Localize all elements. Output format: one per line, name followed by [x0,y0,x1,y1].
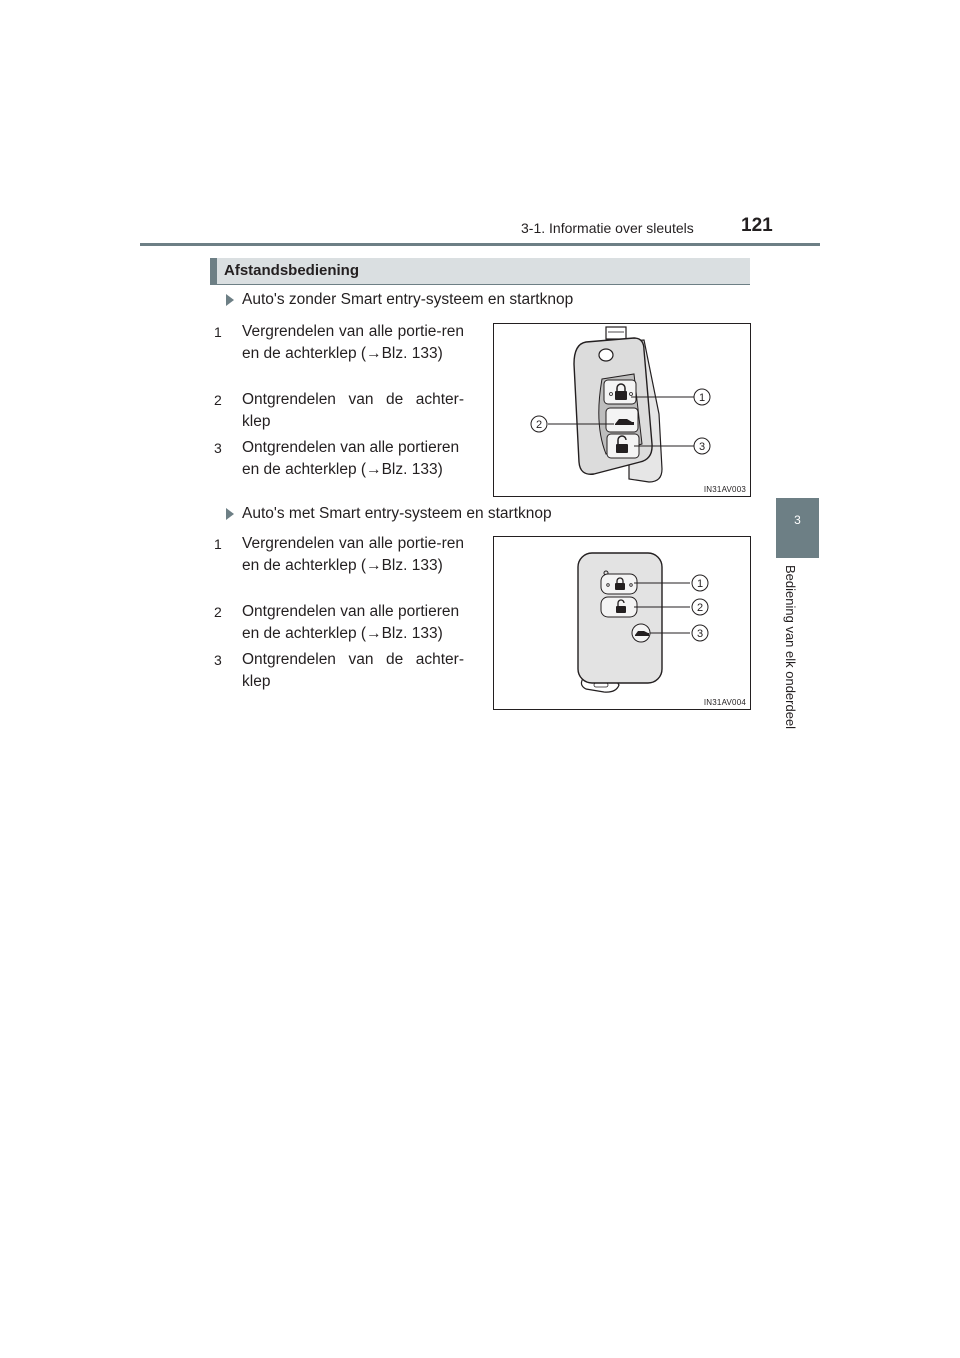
group1-item-3-text: Ontgrendelen van alle portieren en de achterklep (→Blz. 133) [242,439,460,478]
group1-item-3-number: 3 [214,440,222,456]
figure2-callout-1: 1 [696,578,704,590]
smart-key-illustration [494,537,750,709]
figure2-callout-3: 3 [696,628,704,640]
chapter-side-title: Bediening van elk onderdeel [783,565,798,730]
figure2-code: IN31AV004 [703,698,746,707]
group2-item-1-text: Vergrendelen van alle portie-ren en de achterklep (→Blz. 133) [242,535,464,574]
figure2-callout-2: 2 [696,602,704,614]
header-rule [140,243,820,246]
group1-heading: Auto's zonder Smart entry-systeem en startknop [242,291,574,308]
figure1-callout-2: 2 [535,419,543,431]
running-header-section: 3-1. Informatie over sleutels [521,220,694,236]
bullet-triangle-icon [226,508,234,520]
figure1-callout-3: 3 [698,441,706,453]
group2-item-3-number: 3 [214,652,222,668]
section-heading-accent [210,258,217,284]
group2-item-2-text: Ontgrendelen van alle portieren en de achterklep (→Blz. 133) [242,603,460,642]
group2-heading: Auto's met Smart entry-systeem en startknop [242,505,552,522]
figure-smart-key [493,536,751,710]
bullet-triangle-icon [226,294,234,306]
page-number: 121 [741,215,773,236]
section-title: Afstandsbediening [224,262,360,279]
group1-item-2-number: 2 [214,392,222,408]
group1-item-1-text: Vergrendelen van alle portie-ren en de achterklep (→Blz. 133) [242,323,464,362]
group1-item-1-number: 1 [214,324,222,340]
figure-folding-key [493,323,751,497]
group2-item-1-number: 1 [214,536,222,552]
figure1-callout-1: 1 [698,392,706,404]
group2-item-2-number: 2 [214,604,222,620]
chapter-tab-number: 3 [794,513,801,527]
figure1-code: IN31AV003 [703,485,746,494]
chapter-tab [776,498,819,558]
group1-item-2-text: Ontgrendelen van de achter-klep [242,391,464,430]
group2-item-3-text: Ontgrendelen van de achter-klep [242,651,464,690]
folding-key-illustration [494,324,750,496]
